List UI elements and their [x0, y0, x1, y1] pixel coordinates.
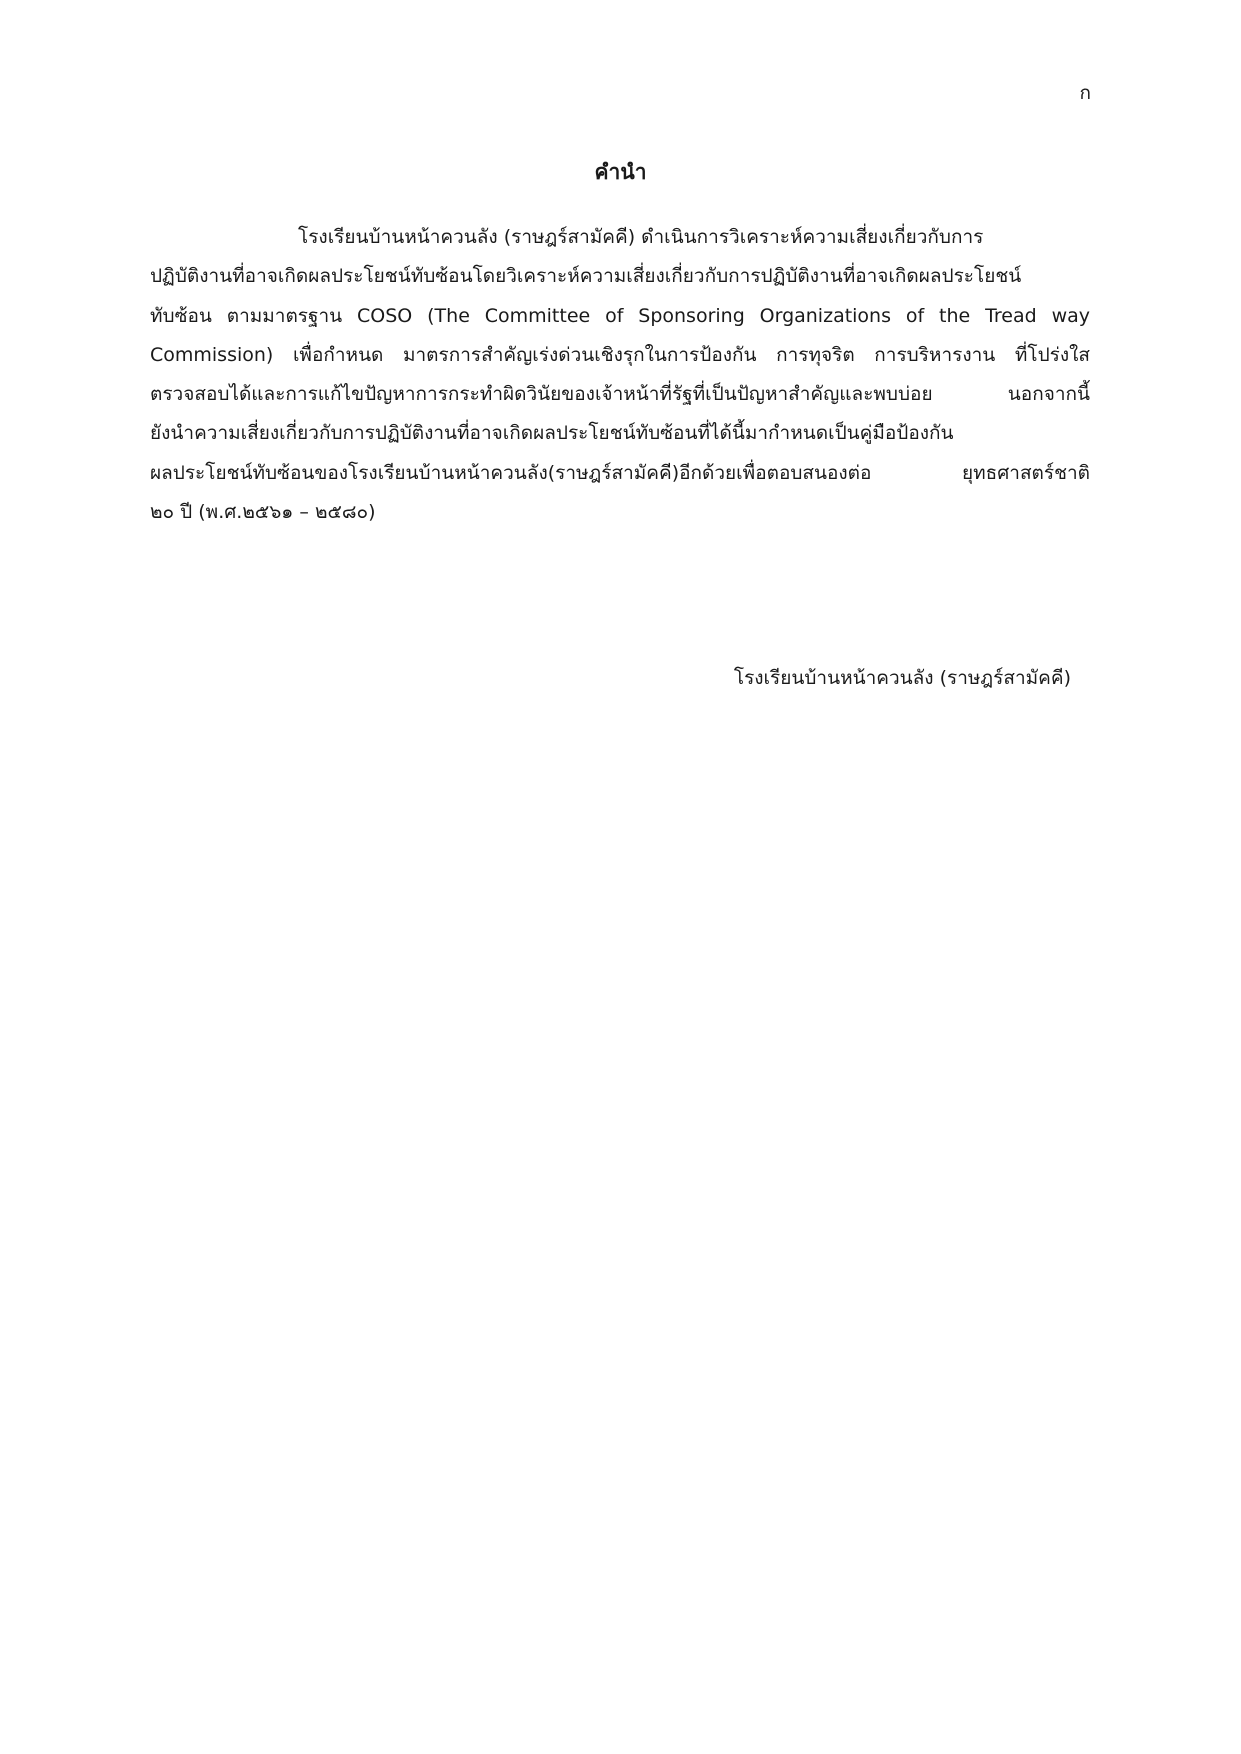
paragraph-line: ผลประโยชน์ทับซ้อนของโรงเรียนบ้านหน้าควนลัง(ราษฎร์สามัคคี)อีกด้วยเพื่อตอบสนองต่อ ยุทธศาสตร์ชาติ [150, 461, 1090, 484]
paragraph-line: ปฏิบัติงานที่อาจเกิดผลประโยชน์ทับซ้อนโดยวิเคราะห์ความเสี่ยงเกี่ยวกับการปฏิบัติงานที่อาจเกิดผลประโยชน์ [150, 265, 1022, 288]
document-title: คำนำ [594, 160, 647, 184]
paragraph-line: Commission) เพื่อกำหนด มาตรการสำคัญเร่งด่วนเชิงรุกในการป้องกัน การทุจริต การบริหารงาน ที่โปร่งใส [150, 343, 1090, 366]
paragraph-line: ทับซ้อน ตามมาตรฐาน COSO (The Committee of Sponsoring Organizations of the Tread way [150, 304, 1090, 327]
signature: โรงเรียนบ้านหน้าควนลัง (ราษฎร์สามัคคี) [733, 667, 1071, 689]
body-paragraph [150, 218, 1090, 532]
paragraph-line: ๒๐ ปี (พ.ศ.๒๕๖๑ – ๒๕๘๐) [150, 501, 376, 524]
paragraph-line: โรงเรียนบ้านหน้าควนลัง (ราษฎร์สามัคคี) ดำเนินการวิเคราะห์ความเสี่ยงเกี่ยวกับการ [298, 226, 984, 248]
paragraph-line: ยังนำความเสี่ยงเกี่ยวกับการปฏิบัติงานที่อาจเกิดผลประโยชน์ทับซ้อนที่ได้นี้มากำหนดเป็นคู่มือป้องกัน [150, 422, 954, 445]
paragraph-line: ตรวจสอบได้และการแก้ไขปัญหาการกระทำผิดวินัยของเจ้าหน้าที่รัฐที่เป็นปัญหาสำคัญและพบบ่อย นอกจากนี้ [150, 383, 1090, 406]
page-number: ก [1079, 82, 1091, 104]
